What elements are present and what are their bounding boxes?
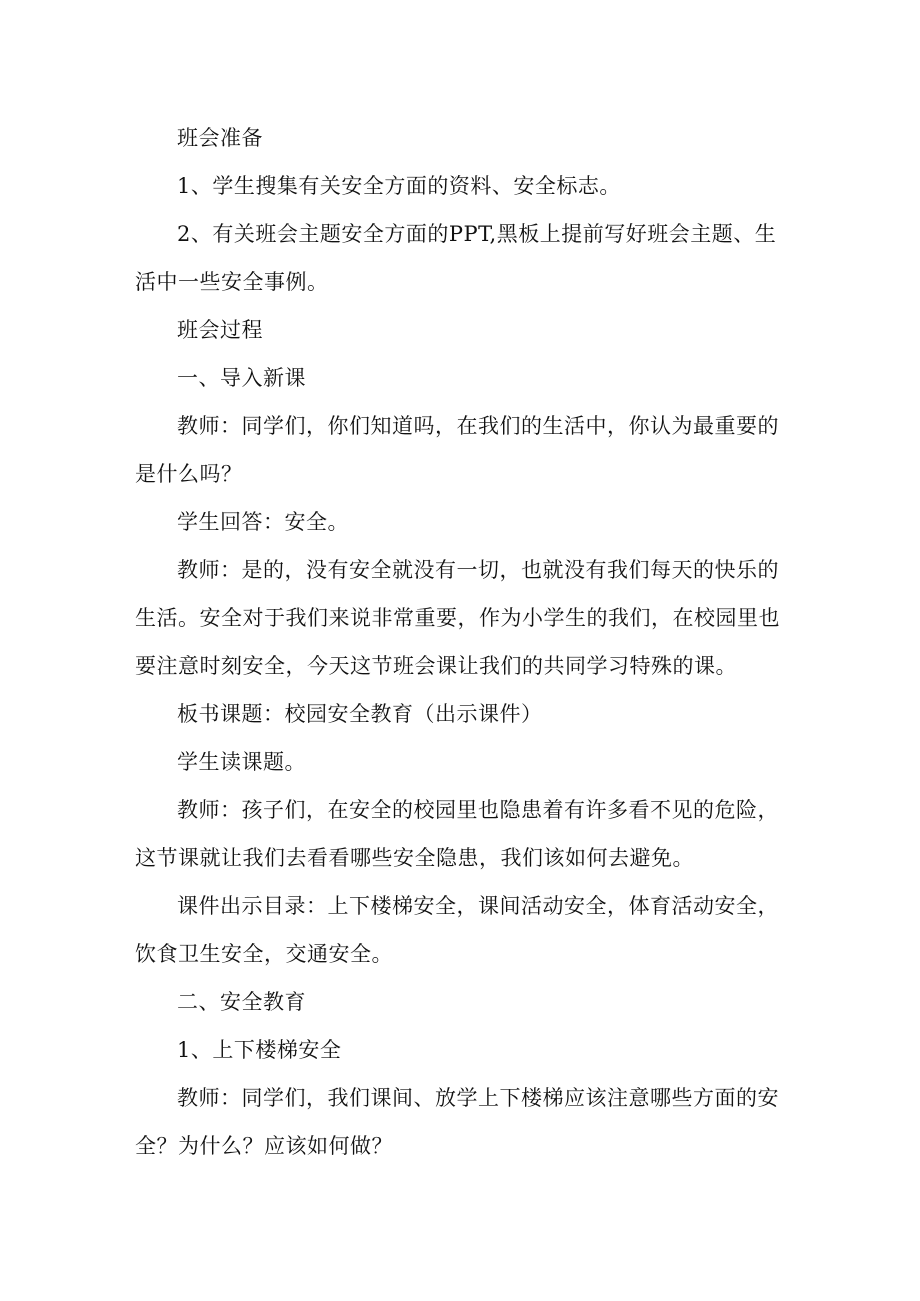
paragraph-courseware-contents: 课件出示目录：上下楼梯安全，课间活动安全，体育活动安全，饮食卫生安全，交通安全。 bbox=[135, 894, 779, 966]
paragraph-student-answer: 学生回答：安全。 bbox=[177, 510, 349, 534]
heading-class-preparation: 班会准备 bbox=[177, 126, 263, 150]
paragraph-students-read: 学生读课题。 bbox=[177, 750, 306, 774]
heading-stairs-safety: 1、上下楼梯安全 bbox=[177, 1038, 342, 1062]
paragraph-teacher-question: 教师：同学们，你们知道吗，在我们的生活中，你认为最重要的是什么吗？ bbox=[135, 414, 779, 486]
paragraph-teacher-explanation: 教师：是的，没有安全就没有一切，也就没有我们每天的快乐的生活。安全对于我们来说非常重要，作为小学生的我们，在校园里也要注意时刻安全，今天这节班会课让我们的共同学习特殊的课。 bbox=[135, 558, 780, 678]
paragraph-teacher-stairs-question: 教师：同学们，我们课间、放学上下楼梯应该注意哪些方面的安全？为什么？应该如何做？ bbox=[135, 1086, 779, 1158]
paragraph-prep-item-2: 2、有关班会主题安全方面的PPT,黑板上提前写好班会主题、生活中一些安全事例。 bbox=[135, 222, 777, 294]
heading-section-intro: 一、导入新课 bbox=[177, 366, 306, 390]
heading-class-process: 班会过程 bbox=[177, 318, 263, 342]
paragraph-board-topic: 板书课题：校园安全教育（出示课件） bbox=[177, 702, 543, 726]
heading-section-safety-education: 二、安全教育 bbox=[177, 990, 306, 1014]
paragraph-prep-item-1: 1、学生搜集有关安全方面的资料、安全标志。 bbox=[177, 174, 621, 198]
paragraph-teacher-hazards: 教师：孩子们，在安全的校园里也隐患着有许多看不见的危险，这节课就让我们去看看哪些安全隐患，我们该如何去避免。 bbox=[135, 798, 779, 870]
